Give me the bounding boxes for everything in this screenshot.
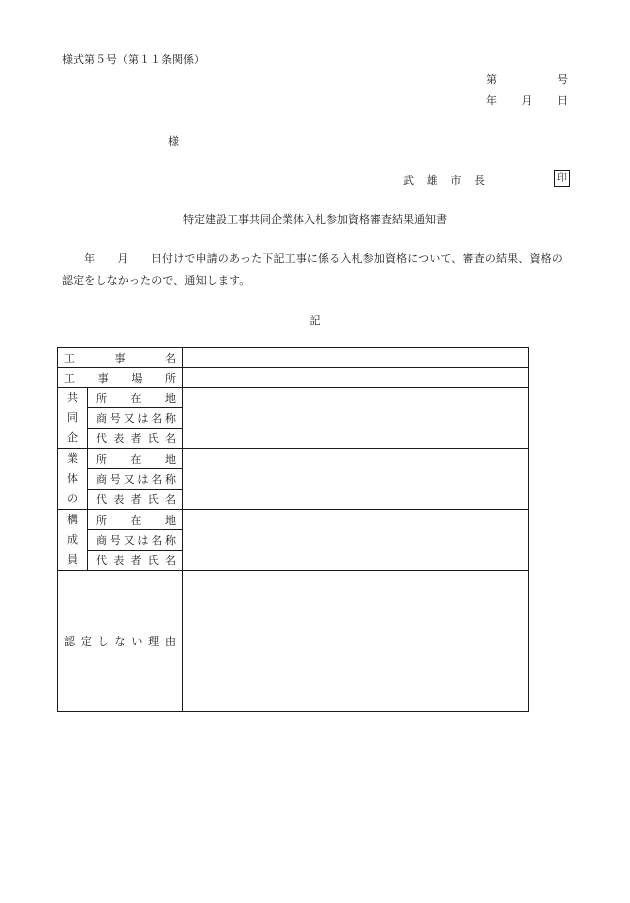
issuer-char: 武	[403, 174, 414, 187]
address-label: 所 在 地	[88, 449, 183, 469]
document-number	[486, 71, 568, 87]
table-row	[58, 348, 529, 368]
document-number-prefix: 第	[486, 73, 497, 86]
construction-site-label: 工 事 場 所	[58, 368, 183, 388]
document-title: 特定建設工事共同企業体入札参加資格審査結果通知書	[183, 213, 447, 226]
issuer	[403, 172, 485, 188]
jv-member-label-2: 業 体 の	[58, 449, 88, 510]
address-label: 所 在 地	[88, 388, 183, 408]
issuer-char: 市	[450, 174, 462, 187]
representative-label: 代 表 者 氏 名	[88, 428, 183, 448]
addressee: 様	[168, 135, 179, 148]
rejection-reason-label: 認 定 し な い 理 由	[58, 571, 183, 712]
rejection-reason-field[interactable]	[183, 571, 529, 712]
document-date	[486, 92, 568, 108]
seal-mark: 印	[554, 170, 570, 187]
table-row	[58, 368, 529, 388]
trade-name-label: 商 号 又 は 名 称	[88, 469, 183, 489]
date-month: 月	[521, 94, 533, 107]
table-row	[58, 510, 529, 530]
table-row	[58, 571, 529, 712]
document-number-suffix: 号	[557, 73, 568, 86]
table-row	[58, 449, 529, 469]
form-table	[57, 347, 529, 712]
date-year: 年	[486, 94, 497, 107]
ki-heading: 記	[309, 314, 321, 327]
representative-label: 代 表 者 氏 名	[88, 489, 183, 509]
construction-name-label: 工 事 名	[58, 348, 183, 368]
trade-name-label: 商 号 又 は 名 称	[88, 530, 183, 550]
form-number: 様式第５号（第１１条関係）	[62, 53, 205, 66]
issuer-char: 長	[473, 174, 485, 187]
body-text: 年 月 日付けで申請のあった下記工事に係る入札参加資格について、審査の結果、資格の認定をしなかったので、通知します。	[62, 252, 563, 287]
construction-site-field[interactable]	[183, 368, 529, 388]
jv-member-field-2[interactable]	[183, 449, 529, 510]
address-label: 所 在 地	[88, 510, 183, 530]
table-row	[58, 388, 529, 408]
construction-name-field[interactable]	[183, 348, 529, 368]
trade-name-label: 商 号 又 は 名 称	[88, 408, 183, 428]
date-day: 日	[557, 94, 568, 107]
jv-member-label-1: 共 同 企	[58, 388, 88, 449]
jv-member-label-3: 構 成 員	[58, 510, 88, 571]
jv-member-field-1[interactable]	[183, 388, 529, 449]
issuer-char: 雄	[426, 174, 438, 187]
jv-member-field-3[interactable]	[183, 510, 529, 571]
representative-label: 代 表 者 氏 名	[88, 550, 183, 570]
